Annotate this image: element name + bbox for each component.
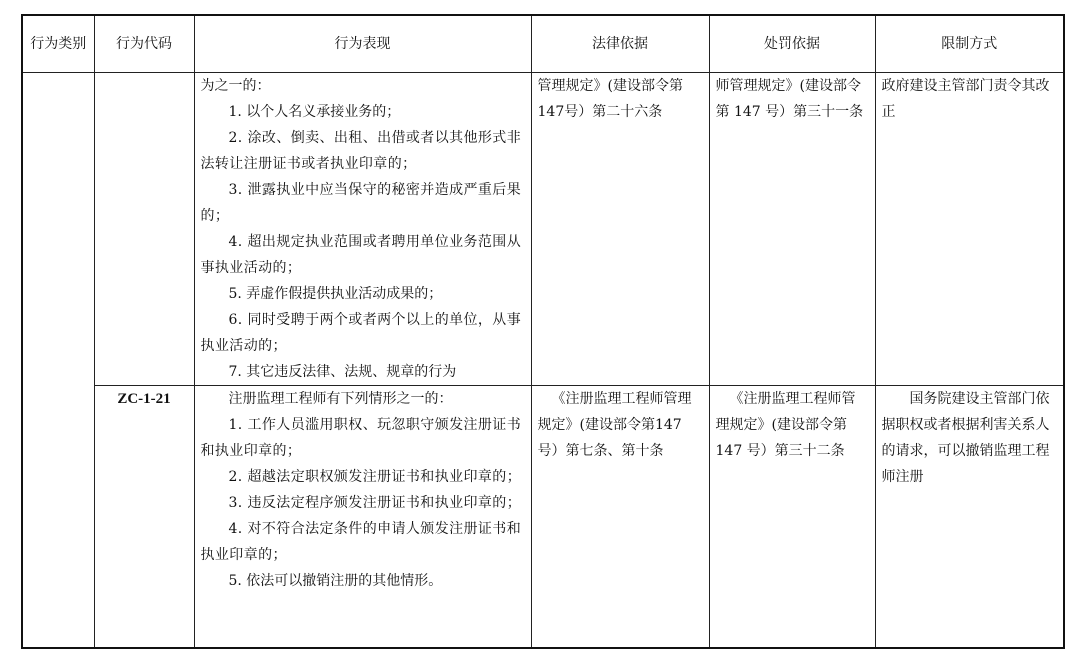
penalty-basis-cell: 《注册监理工程师管理规定》(建设部令第 147 号）第三十二条 <box>709 386 875 649</box>
legal-basis-cell: 管理规定》(建设部令第147号）第二十六条 <box>531 73 709 386</box>
table-row <box>22 73 1064 386</box>
code-cell <box>94 73 194 386</box>
code-cell: ZC-1-21 <box>94 386 194 649</box>
behavior-item: 7. 其它违反法律、法规、规章的行为 <box>228 364 457 380</box>
behavior-item: 2. 涂改、倒卖、出租、出借或者以其他形式非法转让注册证书或者执业印章的； <box>200 130 522 172</box>
legal-basis-cell: 《注册监理工程师管理规定》(建设部令第147号）第七条、第十条 <box>531 386 709 649</box>
behavior-item: 3. 泄露执业中应当保守的秘密并造成严重后果的； <box>200 182 522 224</box>
header-category: 行为类别 <box>22 15 94 73</box>
table-row <box>22 386 1064 649</box>
behavior-item: 1. 工作人员滥用职权、玩忽职守颁发注册证书和执业印章的； <box>200 417 522 459</box>
behavior-line: 为之一的： <box>200 78 271 94</box>
restriction-cell: 政府建设主管部门责令其改正 <box>875 73 1064 386</box>
header-penalty-basis: 处罚依据 <box>709 15 875 73</box>
penalty-basis-cell: 师管理规定》(建设部令第 147 号）第三十一条 <box>709 73 875 386</box>
behavior-item: 3. 违反法定程序颁发注册证书和执业印章的； <box>228 495 522 511</box>
restriction-cell: 国务院建设主管部门依据职权或者根据利害关系人的请求，可以撤销监理工程师注册 <box>875 386 1064 649</box>
behavior-cell <box>194 73 531 386</box>
header-row <box>22 15 1064 73</box>
behavior-item: 5. 弄虚作假提供执业活动成果的； <box>228 286 443 302</box>
header-legal-basis: 法律依据 <box>531 15 709 73</box>
header-restriction: 限制方式 <box>875 15 1064 73</box>
category-cell <box>22 73 94 649</box>
behavior-item: 6. 同时受聘于两个或者两个以上的单位，从事执业活动的； <box>200 312 522 354</box>
header-behavior: 行为表现 <box>194 15 531 73</box>
behavior-item: 4. 对不符合法定条件的申请人颁发注册证书和执业印章的； <box>200 521 522 563</box>
header-code: 行为代码 <box>94 15 194 73</box>
behavior-item: 1. 以个人名义承接业务的； <box>228 104 401 120</box>
behavior-item: 4. 超出规定执业范围或者聘用单位业务范围从事执业活动的； <box>200 234 522 276</box>
regulation-table <box>21 14 1065 649</box>
behavior-item: 2. 超越法定职权颁发注册证书和执业印章的； <box>228 469 522 485</box>
behavior-item: 5. 依法可以撤销注册的其他情形。 <box>228 573 443 589</box>
behavior-cell <box>194 386 531 649</box>
behavior-line: 注册监理工程师有下列情形之一的： <box>228 391 453 407</box>
